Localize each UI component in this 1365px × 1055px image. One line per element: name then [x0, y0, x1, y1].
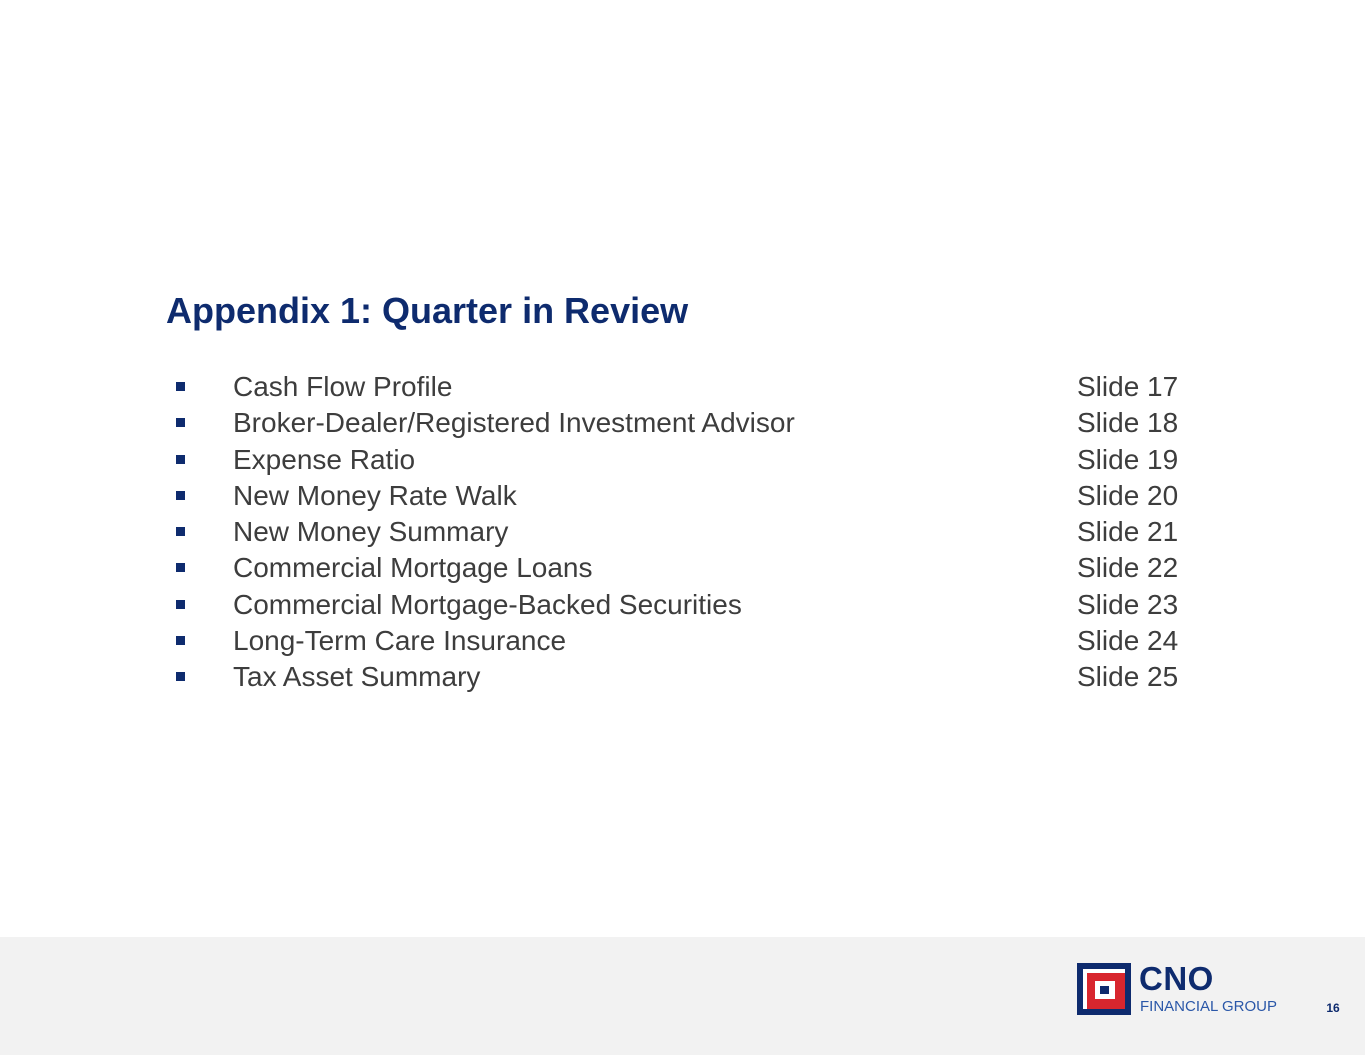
list-item — [166, 550, 1196, 586]
contents-list — [166, 369, 1196, 696]
item-slide-reference: Slide 25 — [1077, 661, 1179, 693]
item-slide-reference: Slide 19 — [1077, 443, 1179, 475]
list-item — [166, 478, 1196, 514]
item-slide-reference: Slide 17 — [1077, 371, 1179, 402]
company-logo — [1077, 962, 1287, 1018]
square-bullet-icon — [176, 672, 185, 681]
square-bullet-icon — [176, 563, 185, 572]
page-number: 16 — [1326, 1001, 1340, 1015]
item-label: Expense Ratio — [233, 443, 416, 475]
list-item — [166, 623, 1196, 659]
list-item — [166, 442, 1196, 478]
logo-name: CNO — [1139, 960, 1214, 997]
square-bullet-icon — [176, 600, 185, 609]
item-label: Tax Asset Summary — [233, 661, 481, 693]
item-label: Long-Term Care Insurance — [233, 625, 567, 657]
item-slide-reference: Slide 22 — [1077, 552, 1179, 584]
item-slide-reference: Slide 23 — [1077, 588, 1179, 620]
list-item — [166, 659, 1196, 695]
list-item — [166, 405, 1196, 441]
item-slide-reference: Slide 21 — [1077, 516, 1179, 548]
item-label: New Money Summary — [233, 516, 509, 548]
item-label: Broker-Dealer/Registered Investment Advisor — [233, 407, 795, 439]
square-bullet-icon — [176, 455, 185, 464]
list-item — [166, 369, 1196, 405]
square-bullet-icon — [176, 527, 185, 536]
slide-title: Appendix 1: Quarter in Review — [166, 290, 689, 331]
item-label: New Money Rate Walk — [233, 479, 517, 511]
square-bullet-icon — [176, 418, 185, 427]
square-bullet-icon — [176, 382, 185, 391]
square-bullet-icon — [176, 491, 185, 500]
item-slide-reference: Slide 18 — [1077, 407, 1179, 439]
item-label: Cash Flow Profile — [233, 371, 453, 402]
list-item — [166, 587, 1196, 623]
item-slide-reference: Slide 20 — [1077, 479, 1179, 511]
item-label: Commercial Mortgage Loans — [233, 552, 593, 584]
square-bullet-icon — [176, 636, 185, 645]
cno-logo-mark-icon — [1077, 963, 1131, 1015]
logo-subtitle: FINANCIAL GROUP — [1140, 998, 1277, 1015]
item-slide-reference: Slide 24 — [1077, 625, 1179, 657]
list-item — [166, 514, 1196, 550]
item-label: Commercial Mortgage-Backed Securities — [233, 588, 742, 620]
